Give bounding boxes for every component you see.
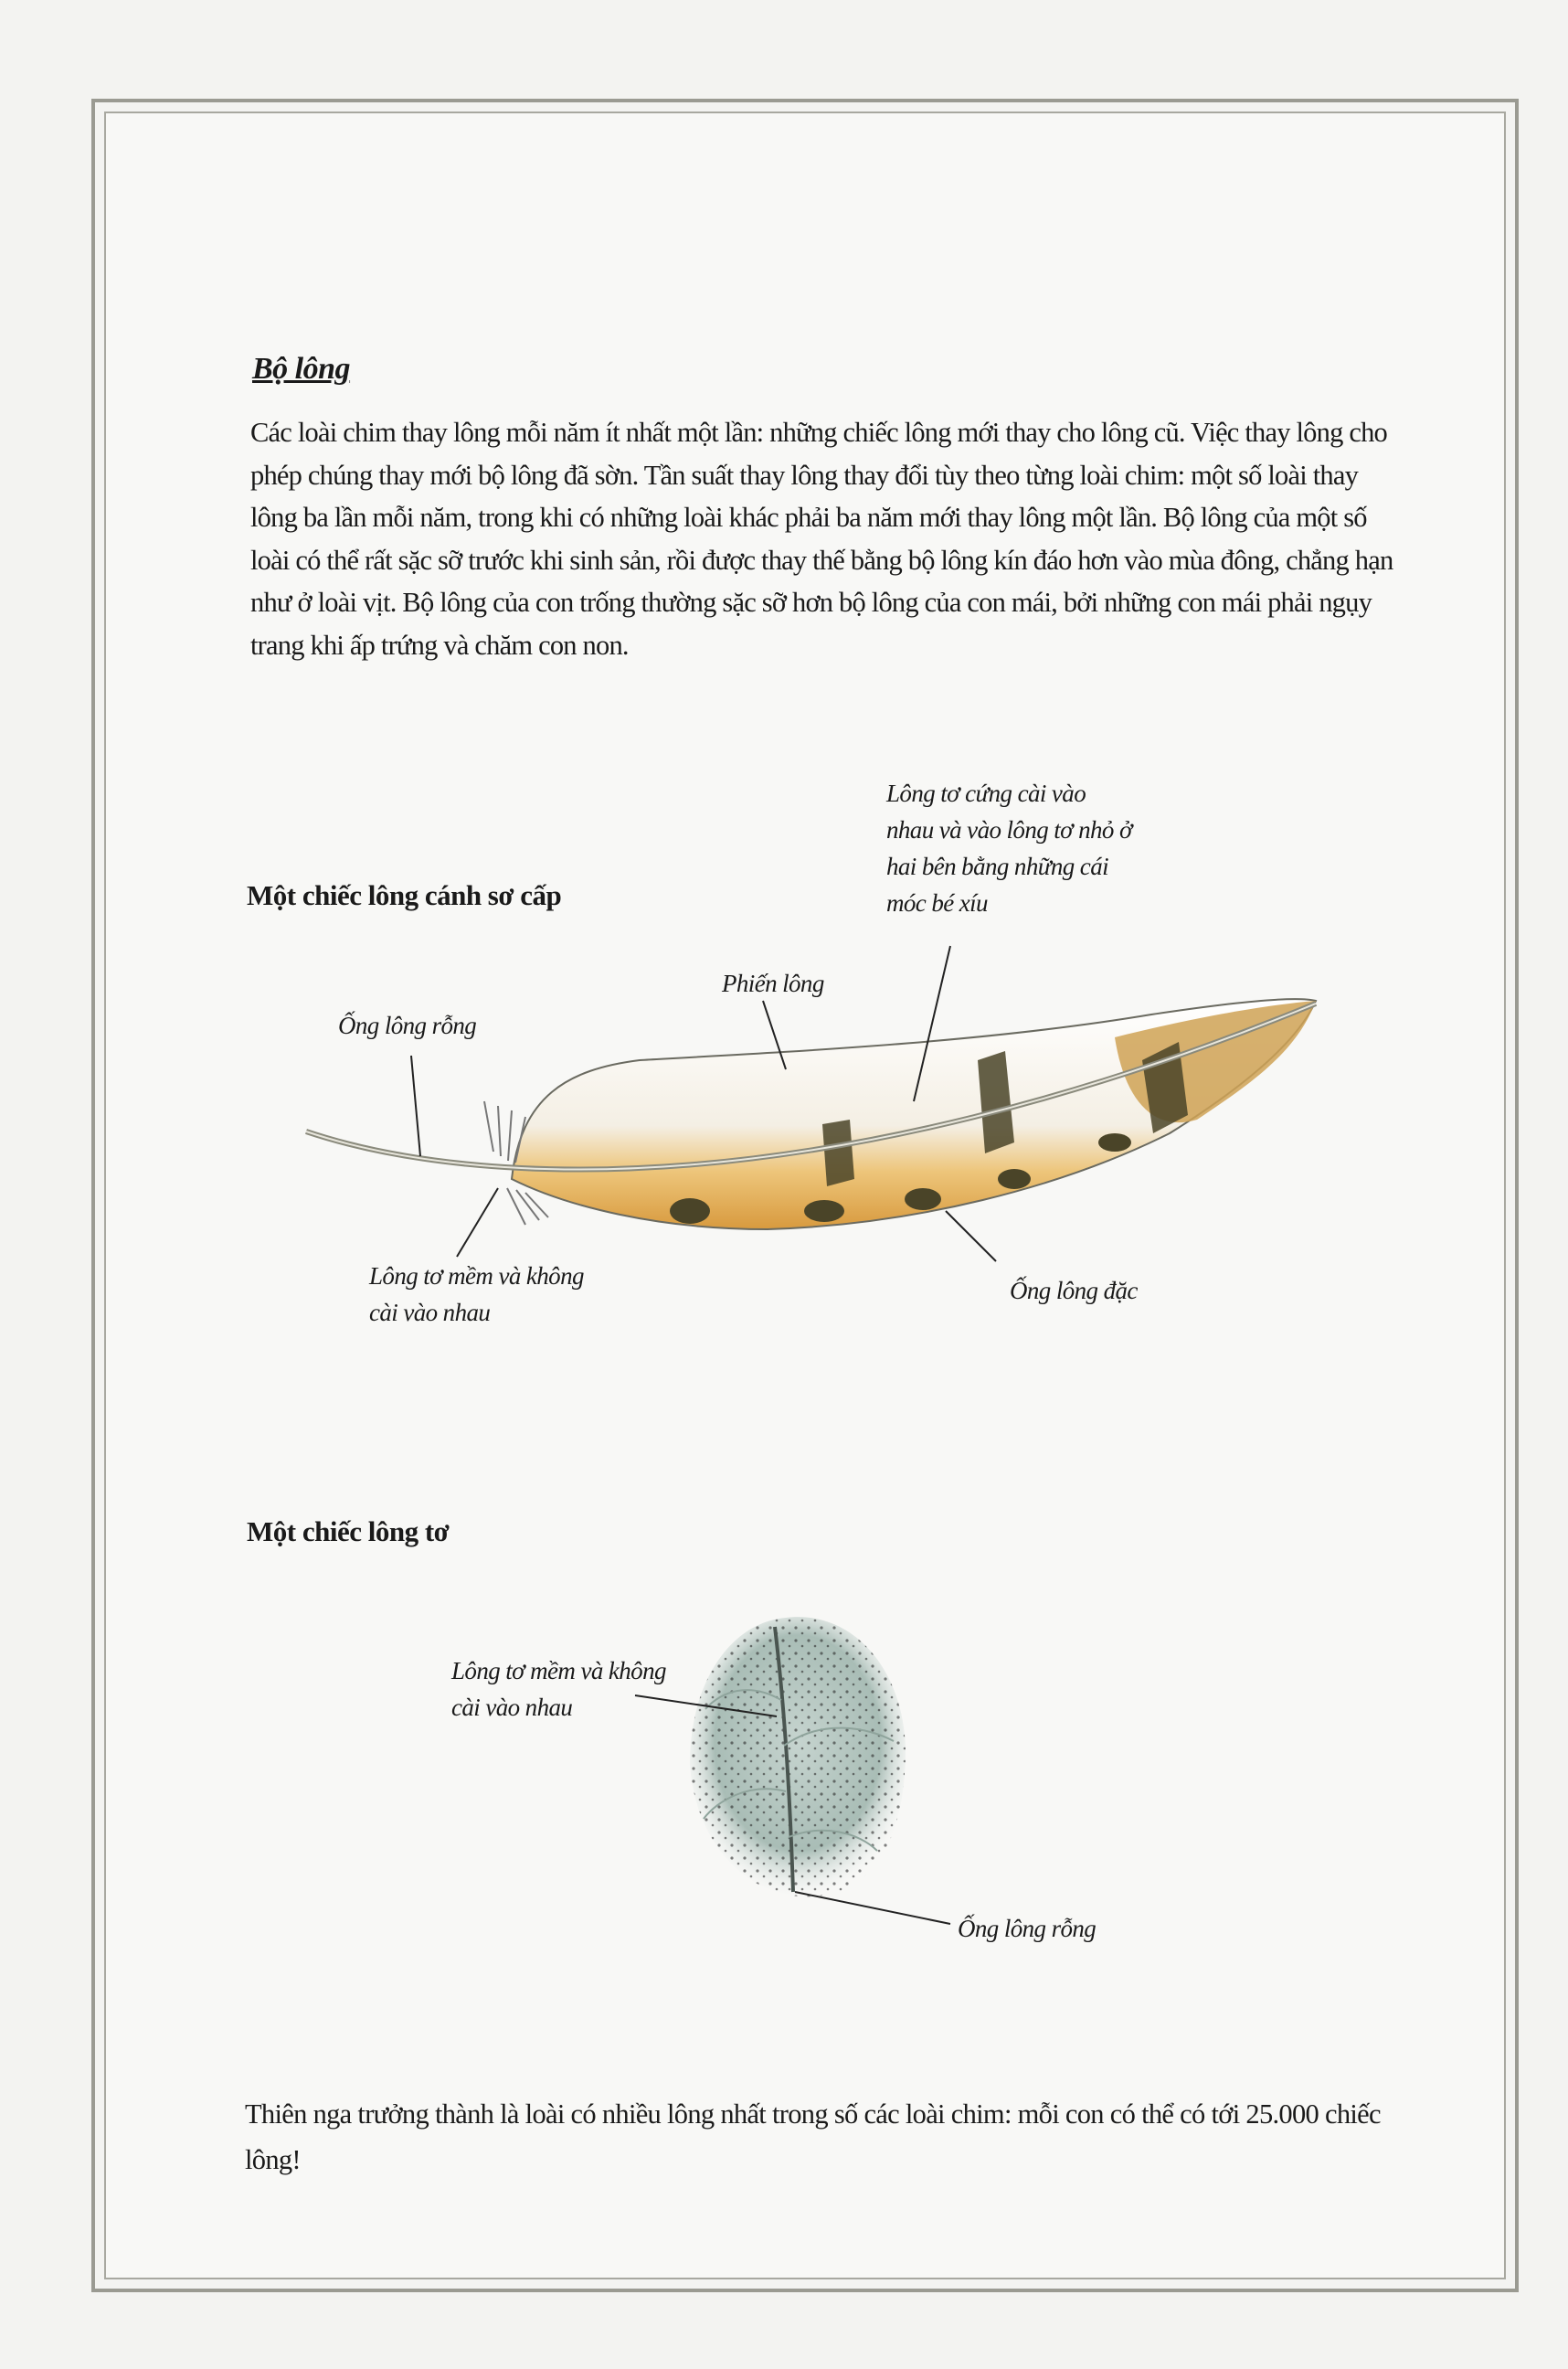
label-solid-shaft: Ống lông đặc [1010, 1277, 1138, 1304]
down-feather-heading: Một chiếc lông tơ [247, 1515, 450, 1547]
section-title: Bộ lông [252, 352, 351, 386]
swan-fact: Thiên nga trưởng thành là loài có nhiều lông nhất trong số các loài chim: mỗi con có thể có tới 25.000 chiếc lông! [245, 2098, 1381, 2175]
primary-feather-heading: Một chiếc lông cánh sơ cấp [247, 879, 562, 911]
label-vane: Phiến lông [722, 970, 824, 997]
label-soft-barbs: Lông tơ mềm và không cài vào nhau [369, 1262, 584, 1326]
intro-paragraph: Các loài chim thay lông mỗi năm ít nhất một lần: những chiếc lông mới thay cho lông cũ. Việc thay lông cho phép chúng thay mới bộ lông đã sờn. Tần suất thay lông thay đổi tùy theo từng loài chim: một số loài thay lông ba lần mỗi năm, trong khi có những loài khác phải ba năm mới thay lông một lần. Bộ lông của một số loài có thể rất sặc sỡ trước khi sinh sản, rồi được thay thế bằng bộ lông kín đáo hơn vào mùa đông, chẳng hạn như ở loài vịt. Bộ lông của con trống thường sặc sỡ hơn bộ lông của con mái, bởi những con mái phải ngụy trang khi ấp trứng và chăm con non. [250, 417, 1393, 661]
label-hollow-shaft: Ống lông rỗng [338, 1012, 477, 1039]
down-feather [690, 1617, 906, 1896]
label-hooked-barbs: Lông tơ cứng cài vào nhau và vào lông tơ nhỏ ở hai bên bằng những cái móc bé xíu [886, 780, 1132, 917]
label-down-soft-barbs: Lông tơ mềm và không cài vào nhau [451, 1657, 666, 1721]
label-down-hollow-shaft: Ống lông rỗng [958, 1915, 1097, 1942]
